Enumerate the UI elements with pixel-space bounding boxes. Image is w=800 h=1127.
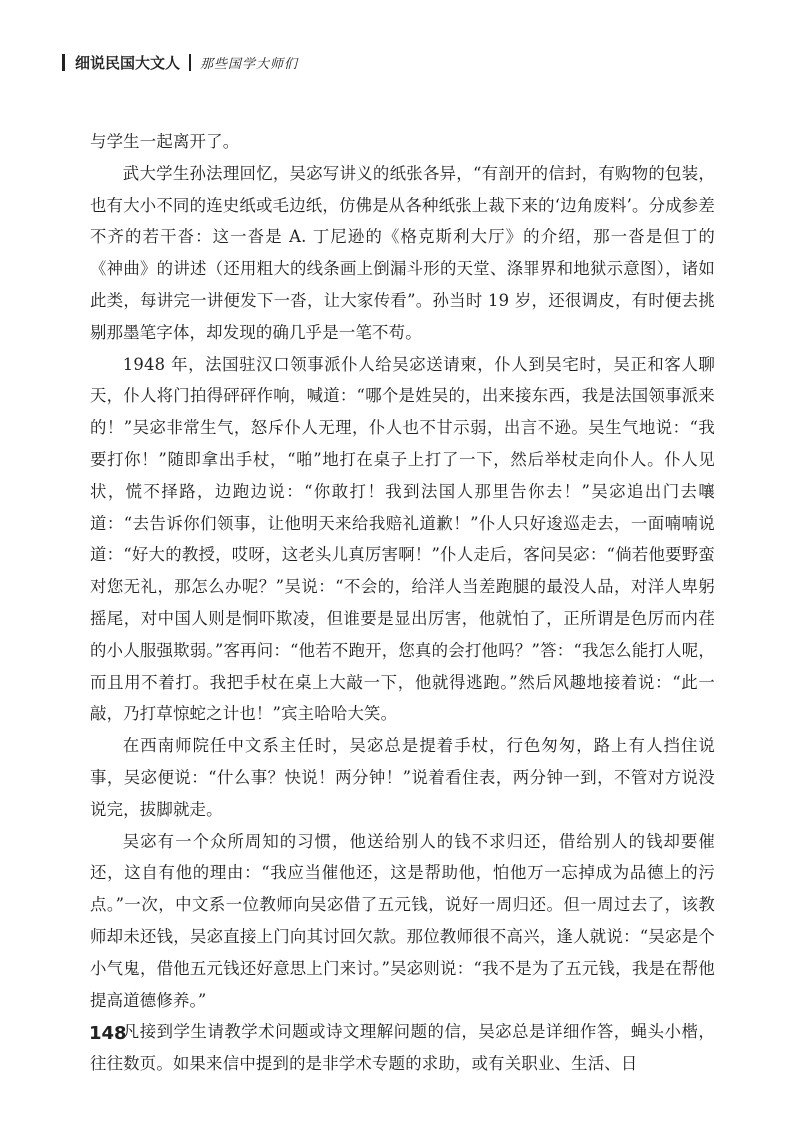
- paragraph: 凡接到学生请教学术问题或诗文理解问题的信，吴宓总是详细作答，蝇头小楷，往往数页。如果来信中提到的是非学术专题的求助，或有关职业、生活、日: [90, 1022, 715, 1074]
- paragraph: 吴宓有一个众所周知的习惯，他送给别人的钱不求归还，借给别人的钱却要催还，这自有他的理由：“我应当催他还，这是帮助他，怕他万一忘掉成为品德上的污点。”一次，中文系一位教师向吴宓借了五元钱，说好一周归还。但一周过去了，该教师却未还钱，吴宓直接上门向其讨回欠款。那位教师很不高兴，逢人就说：“吴宓是个小气鬼，借他五元钱还好意思上门来讨。”吴宓则说：“我不是为了五元钱，我是在帮他提高道德修养。”: [90, 831, 715, 1010]
- header-rule: [62, 54, 65, 71]
- page-number: 148: [89, 1023, 127, 1044]
- running-header: [62, 52, 298, 72]
- paragraph: 在西南师院任中文系主任时，吴宓总是提着手杖，行色匆匆，路上有人挡住说事，吴宓便说：“什么事？快说！两分钟！”说着看住表，两分钟一到，不管对方说没说完，拔脚就走。: [90, 736, 715, 819]
- body-text: [90, 126, 715, 1080]
- section-title: 那些国学大师们: [200, 56, 299, 72]
- paragraph: 武大学生孙法理回忆，吴宓写讲义的纸张各异，“有剖开的信封，有购物的包装，也有大小不同的连史纸或毛边纸，仿佛是从各种纸张上裁下来的‘边角废料’。分成参差不齐的若干沓：这一沓是 A. 丁尼逊的《格克斯利大厅》的介绍，那一沓是但丁的《神曲》的讲述（还用粗大的线条画上倒漏斗形的天堂、涤罪界和地狱示意图），诸如此类，每讲完一讲便发下一沓，让大家传看”。孙当时 19 岁，还很调皮，有时便去挑剔那墨笔字体，却发现的确几乎是一笔不苟。: [90, 163, 715, 342]
- book-title: 细说民国大文人: [75, 53, 181, 72]
- paragraph: 与学生一起离开了。: [90, 132, 240, 151]
- header-divider: [189, 54, 191, 71]
- paragraph: 1948 年，法国驻汉口领事派仆人给吴宓送请柬，仆人到吴宅时，吴正和客人聊天，仆人将门拍得砰砰作响，喊道：“哪个是姓吴的，出来接东西，我是法国领事派来的！”吴宓非常生气，怒斥仆人无理，仆人也不甘示弱，出言不逊。吴生气地说：“我要打你！”随即拿出手杖，“啪”地打在桌子上打了一下，然后举杖走向仆人。仆人见状，慌不择路，边跑边说：“你敢打！我到法国人那里告你去！”吴宓追出门去嚷道：“去告诉你们领事，让他明天来给我赔礼道歉！”仆人只好逡巡走去，一面喃喃说道：“好大的教授，哎呀，这老头儿真厉害啊！”仆人走后，客问吴宓：“倘若他要野蛮对您无礼，那怎么办呢？”吴说：“不会的，给洋人当差跑腿的最没人品，对洋人卑躬摇尾，对中国人则是恫吓欺凌，但谁要是显出厉害，他就怕了，正所谓是色厉而内荏的小人服强欺弱。”客再问：“他若不跑开，您真的会打他吗？”答：“我怎么能打人呢，而且用不着打。我把手杖在桌上大敲一下，他就得逃跑。”然后风趣地接着说：“此一敲，乃打草惊蛇之计也！”宾主哈哈大笑。: [90, 354, 715, 724]
